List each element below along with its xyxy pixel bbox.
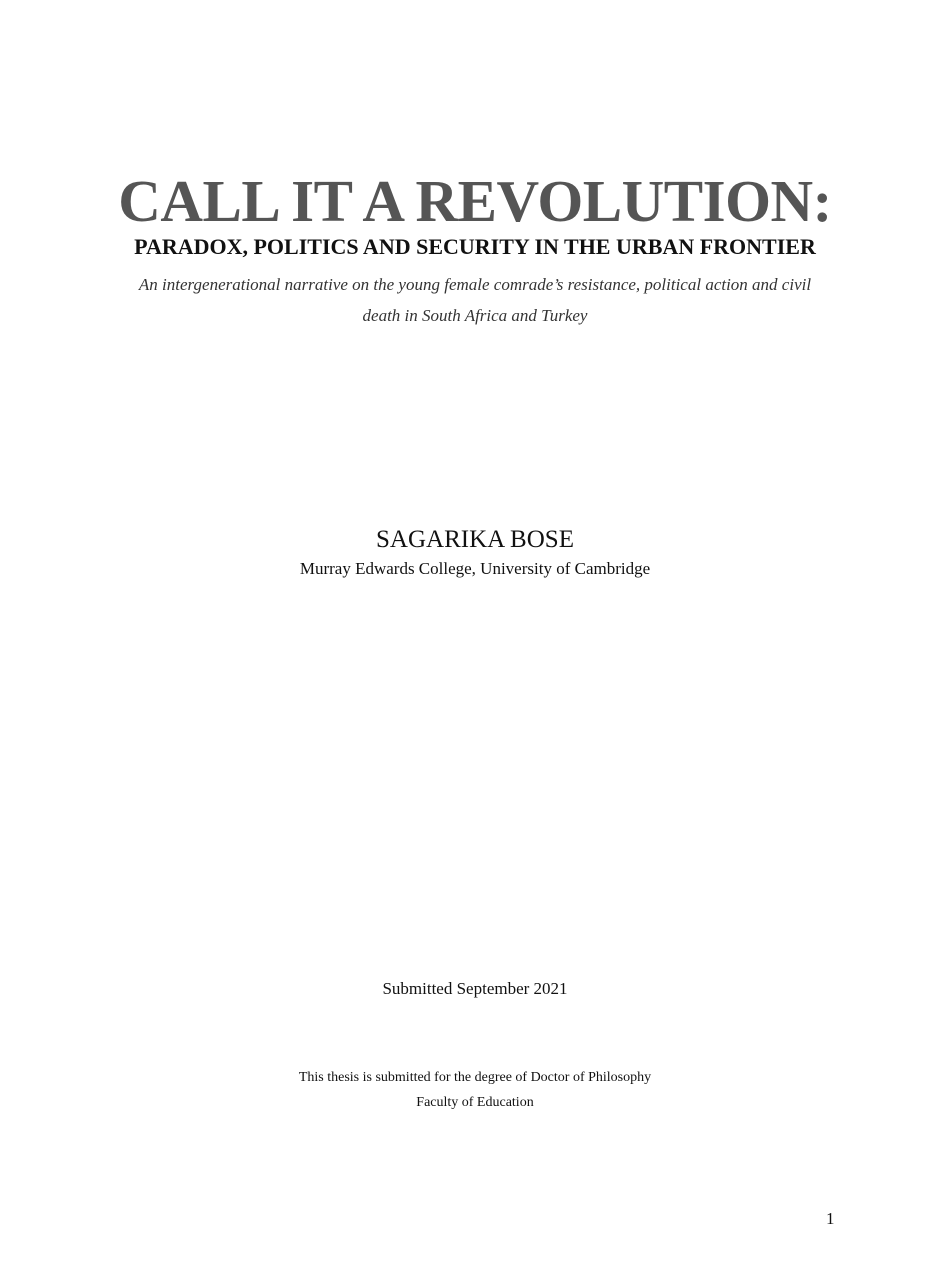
- thesis-subtitle: PARADOX, POLITICS AND SECURITY IN THE URBAN FRONTIER: [134, 234, 816, 259]
- thesis-title: CALL IT A REVOLUTION:: [118, 168, 832, 234]
- author-affiliation: Murray Edwards College, University of Cambridge: [299, 559, 651, 578]
- degree-statement: This thesis is submitted for the degree of Doctor of Philosophy: [298, 1070, 652, 1085]
- author-name: SAGARIKA BOSE: [376, 526, 574, 553]
- page-number: 1: [826, 1209, 835, 1228]
- submission-date: Submitted September 2021: [382, 979, 568, 998]
- faculty-name: Faculty of Education: [416, 1095, 534, 1110]
- thesis-tagline: An intergenerational narrative on the young female comrade’s resistance, political action and civil death in South Africa and Turkey: [138, 275, 812, 325]
